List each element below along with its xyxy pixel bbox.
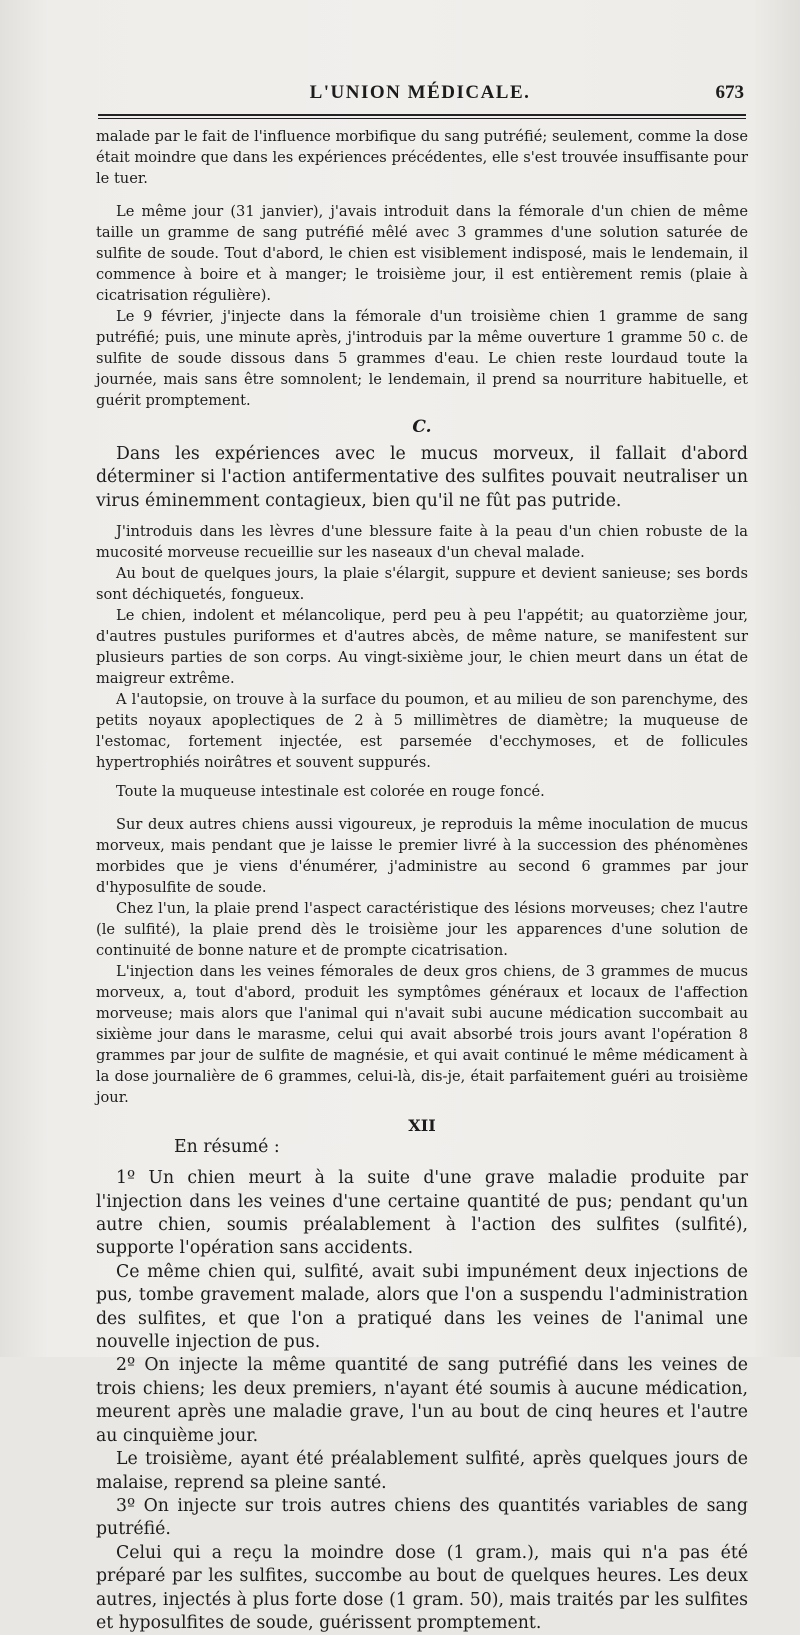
summary-heading: En résumé : <box>174 1137 280 1158</box>
experiments-block-1 <box>96 126 748 411</box>
paragraph: Sur deux autres chiens aussi vigoureux, je reproduis la même inoculation de mucus morveux, mais pendant que je laisse le premier livré à la succession des phénomènes morbides que je viens d'énumérer, j'administre au second 6 grammes par jour d'hyposulfite de soude. <box>96 816 748 897</box>
paragraph: L'injection dans les veines fémorales de deux gros chiens, de 3 grammes de mucus morveux, a, tout d'abord, produit les symptômes généraux et locaux de l'affection morveuse; mais alors que l'animal qui n'avait subi aucune médication succombait au sixième jour dans le marasme, celui qui avait absorbé trois jours avant l'opération 8 grammes par jour de sulfite de magnésie, et qui avait continué le même médicament à la dose journalière de 6 grammes, celui-là, dis-je, était parfaitement guéri au troisième jour. <box>96 963 748 1107</box>
intro-block <box>96 443 748 513</box>
paragraph: Le même jour (31 janvier), j'avais introduit dans la fémorale d'un chien de même taille un gramme de sang putréfié mêlé avec 3 grammes d'une solution saturée de sulfite de soude. Tout d'abord, le chien est visiblement indisposé, mais le lendemain, il commence à boire et à manger; le troisième jour, il est entièrement remis (plaie à cicatrisation régulière). <box>96 203 748 304</box>
paragraph: Dans les expériences avec le mucus morveux, il fallait d'abord déterminer si l'action antifermentative des sulfites pouvait neutraliser un virus éminemment contagieux, bien qu'il ne fût pas putride. <box>96 444 748 511</box>
paragraph: Au bout de quelques jours, la plaie s'élargit, suppure et devient sanieuse; ses bords sont déchiquetés, fongueux. <box>96 565 748 604</box>
section-heading-xii: XII <box>408 1116 436 1136</box>
paragraph: malade par le fait de l'influence morbifique du sang putréfié; seulement, comme la dose était moindre que dans les expériences précédentes, elle s'est trouvée insuffisante pour le tuer. <box>96 128 748 187</box>
running-title: L'UNION MÉDICALE. <box>309 82 531 103</box>
summary-item: 1º Un chien meurt à la suite d'une grave maladie produite par l'injection dans les veines d'une certaine quantité de pus; pendant qu'un autre chien, soumis préalablement à l'action des sulfites (sulfité), supporte l'opération sans accidents. <box>96 1168 748 1259</box>
paragraph: A l'autopsie, on trouve à la surface du poumon, et au milieu de son parenchyme, des petits noyaux apoplectiques de 2 à 5 millimètres de diamètre; la muqueuse de l'estomac, fortement injectée, est parsemée d'ecchymoses, et de follicules hypertrophiés noirâtres et souvent suppurés. <box>96 691 748 772</box>
header-rule <box>98 114 746 119</box>
paragraph: J'introduis dans les lèvres d'une blessure faite à la peau d'un chien robuste de la mucosité morveuse recueillie sur les naseaux d'un cheval malade. <box>96 523 748 562</box>
paragraph: Le chien, indolent et mélancolique, perd peu à peu l'appétit; au quatorzième jour, d'autres pustules puriformes et d'autres abcès, de même nature, se manifestent sur plusieurs parties de son corps. Au vingt-sixième jour, le chien meurt dans un état de maigreur extrême. <box>96 607 748 688</box>
paragraph: Toute la muqueuse intestinale est colorée en rouge foncé. <box>116 783 545 801</box>
paragraph: Chez l'un, la plaie prend l'aspect caractéristique des lésions morveuses; chez l'autre (le sulfité), la plaie prend dès le troisième jour les apparences d'une solution de continuité de bonne nature et de prompte cicatrisation. <box>96 900 748 960</box>
page-number: 673 <box>715 82 744 103</box>
summary-item: 3º On injecte sur trois autres chiens des quantités variables de sang putréfié. <box>96 1495 748 1540</box>
summary-item: 2º On injecte la même quantité de sang putréfié dans les veines de trois chiens; les deux premiers, n'ayant été soumis à aucune médication, meurent après une maladie grave, l'un au bout de cinq heures et l'autre au cinquième jour. <box>96 1355 748 1446</box>
article-body <box>96 126 748 1635</box>
paragraph: Le 9 février, j'injecte dans la fémorale d'un troisième chien 1 gramme de sang putréfié; puis, une minute après, j'introduis par la même ouverture 1 gramme 50 c. de sulfite de soude dissous dans 5 grammes d'eau. Le chien reste lourdaud toute la journée, mais sans être somnolent; le lendemain, il prend sa nourriture habituelle, et guérit promptement. <box>96 308 748 409</box>
section-heading-c: C. <box>412 417 432 437</box>
page-header <box>96 82 744 108</box>
summary-item: Le troisième, ayant été préalablement sulfité, après quelques jours de malaise, reprend sa pleine santé. <box>96 1449 748 1493</box>
summary-item: Celui qui a reçu la moindre dose (1 gram.), mais qui n'a pas été préparé par les sulfites, succombe au bout de quelques heures. Les deux autres, injectés à plus forte dose (1 gram. 50), mais traités par les sulfites et hyposulfites de soude, guérissent promptement. <box>96 1542 748 1633</box>
summary-item: Ce même chien qui, sulfité, avait subi impunément deux injections de pus, tombe gravement malade, alors que l'on a suspendu l'administration des sulfites, et que l'on a pratiqué dans les veines de l'animal une nouvelle injection de pus. <box>96 1261 748 1353</box>
summary-block <box>96 1136 748 1635</box>
experiments-block-2 <box>96 521 748 1108</box>
